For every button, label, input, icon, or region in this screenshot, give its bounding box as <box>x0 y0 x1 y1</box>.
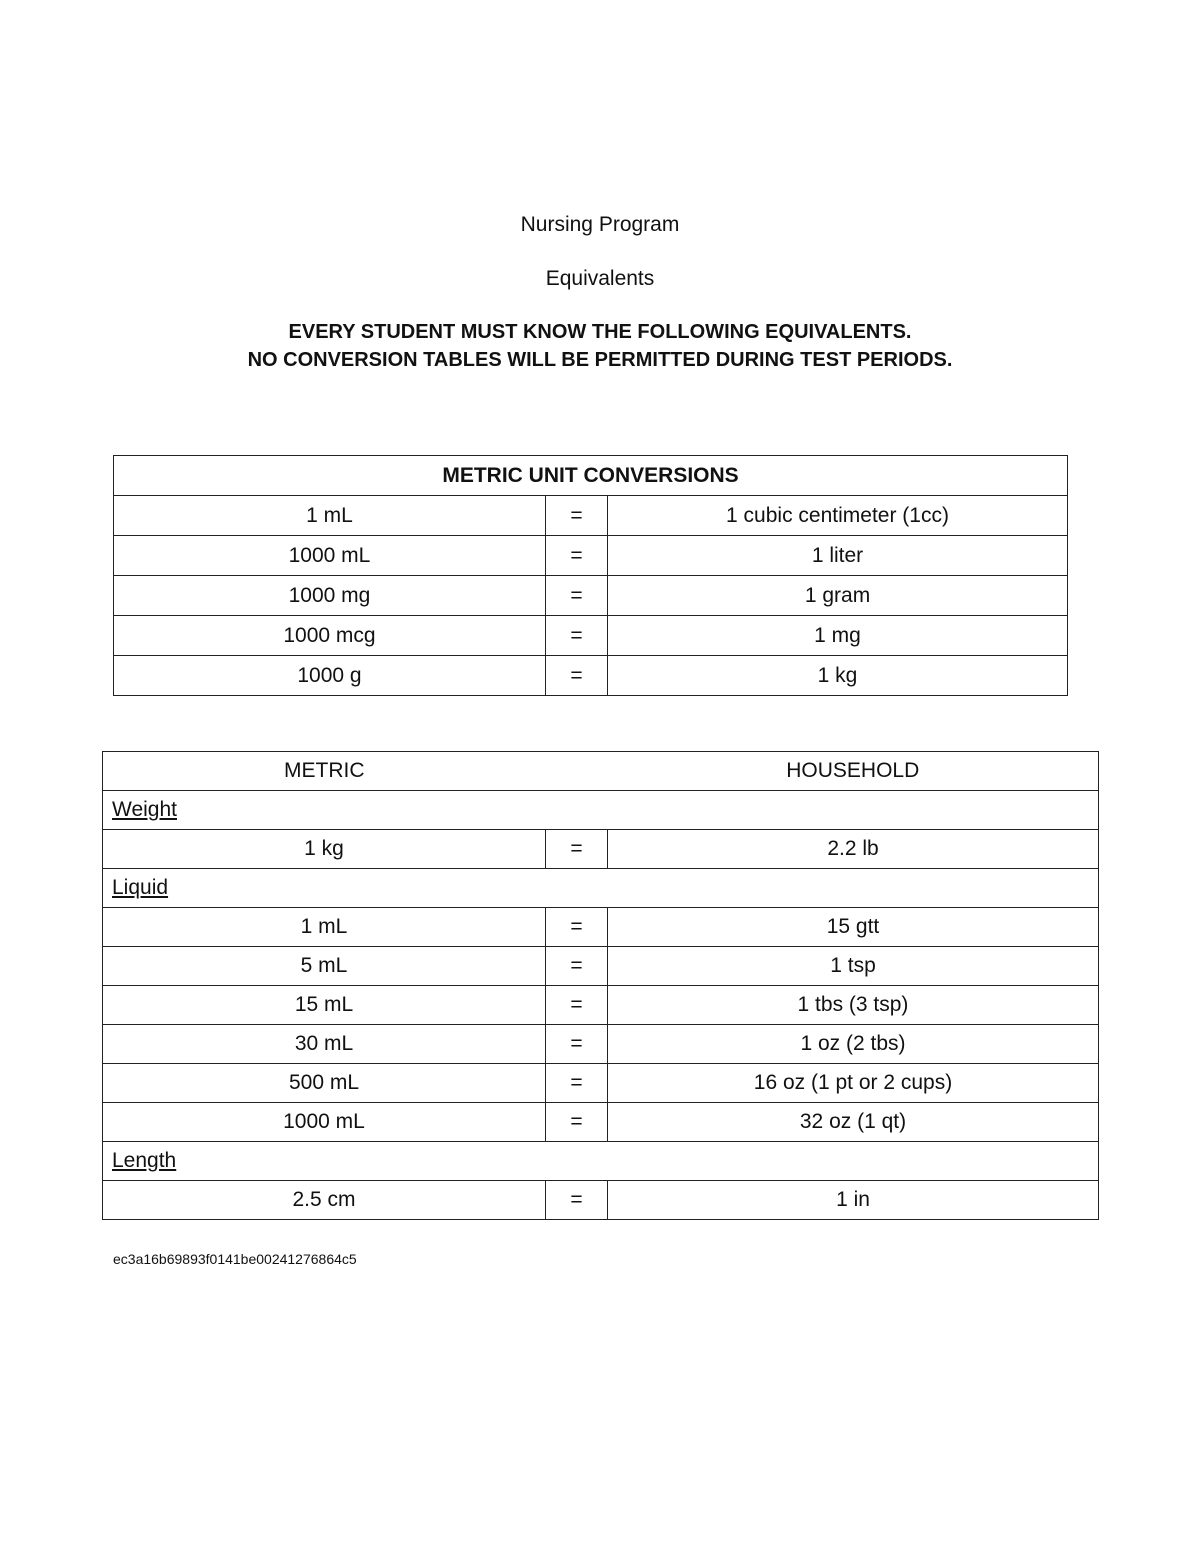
equals-cell: = <box>546 656 608 696</box>
section-row <box>103 1142 1099 1181</box>
metric-conversions-table <box>113 455 1068 696</box>
table-row <box>103 1181 1099 1220</box>
table-row <box>103 830 1099 869</box>
program-title: Nursing Program <box>520 213 680 236</box>
household-value-cell: 1 tsp <box>608 947 1099 986</box>
household-value-cell: 1 oz (2 tbs) <box>608 1025 1099 1064</box>
metric-left-cell: 1000 mg <box>114 576 546 616</box>
metric-value-cell: 30 mL <box>103 1025 546 1064</box>
warning-line-1: EVERY STUDENT MUST KNOW THE FOLLOWING EQUIVALENTS. <box>288 321 912 343</box>
section-label-liquid: Liquid <box>103 869 1099 908</box>
metric-left-cell: 1 mL <box>114 496 546 536</box>
table-row <box>103 1025 1099 1064</box>
table-row <box>114 536 1068 576</box>
metric-value-cell: 500 mL <box>103 1064 546 1103</box>
table-row <box>103 1064 1099 1103</box>
household-column-header: HOUSEHOLD <box>608 752 1099 791</box>
table-header-row <box>114 456 1068 496</box>
metric-value-cell: 1 mL <box>103 908 546 947</box>
table-row <box>103 1103 1099 1142</box>
metric-left-cell: 1000 mcg <box>114 616 546 656</box>
equals-cell: = <box>546 1103 608 1142</box>
document-id: ec3a16b69893f0141be00241276864c5 <box>113 1251 357 1267</box>
equals-cell: = <box>546 908 608 947</box>
metric-right-cell: 1 cubic centimeter (1cc) <box>608 496 1068 536</box>
section-row <box>103 869 1099 908</box>
household-value-cell: 2.2 lb <box>608 830 1099 869</box>
metric-right-cell: 1 gram <box>608 576 1068 616</box>
metric-right-cell: 1 kg <box>608 656 1068 696</box>
section-label-length: Length <box>103 1142 1099 1181</box>
table-row <box>114 496 1068 536</box>
page-subtitle: Equivalents <box>545 267 655 290</box>
equals-cell: = <box>546 1064 608 1103</box>
table-row <box>103 908 1099 947</box>
equals-cell: = <box>546 1025 608 1064</box>
equals-cell: = <box>546 830 608 869</box>
household-value-cell: 32 oz (1 qt) <box>608 1103 1099 1142</box>
equals-cell: = <box>546 496 608 536</box>
table-row <box>114 616 1068 656</box>
header-spacer <box>546 752 608 791</box>
metric-value-cell: 1000 mL <box>103 1103 546 1142</box>
metric-value-cell: 2.5 cm <box>103 1181 546 1220</box>
metric-right-cell: 1 liter <box>608 536 1068 576</box>
equals-cell: = <box>546 986 608 1025</box>
table-header-row <box>103 752 1099 791</box>
household-equivalents-table <box>102 751 1099 1220</box>
household-value-cell: 15 gtt <box>608 908 1099 947</box>
section-label-weight: Weight <box>103 791 1099 830</box>
table-row <box>103 986 1099 1025</box>
section-row <box>103 791 1099 830</box>
metric-table-title: METRIC UNIT CONVERSIONS <box>114 456 1068 496</box>
metric-right-cell: 1 mg <box>608 616 1068 656</box>
metric-column-header: METRIC <box>103 752 546 791</box>
metric-value-cell: 15 mL <box>103 986 546 1025</box>
table-row <box>114 576 1068 616</box>
equals-cell: = <box>546 947 608 986</box>
metric-value-cell: 1 kg <box>103 830 546 869</box>
equals-cell: = <box>546 1181 608 1220</box>
equals-cell: = <box>546 576 608 616</box>
household-value-cell: 16 oz (1 pt or 2 cups) <box>608 1064 1099 1103</box>
household-value-cell: 1 tbs (3 tsp) <box>608 986 1099 1025</box>
metric-value-cell: 5 mL <box>103 947 546 986</box>
equals-cell: = <box>546 536 608 576</box>
metric-left-cell: 1000 g <box>114 656 546 696</box>
table-row <box>103 947 1099 986</box>
household-value-cell: 1 in <box>608 1181 1099 1220</box>
table-row <box>114 656 1068 696</box>
equals-cell: = <box>546 616 608 656</box>
metric-left-cell: 1000 mL <box>114 536 546 576</box>
warning-line-2: NO CONVERSION TABLES WILL BE PERMITTED DURING TEST PERIODS. <box>247 349 953 371</box>
